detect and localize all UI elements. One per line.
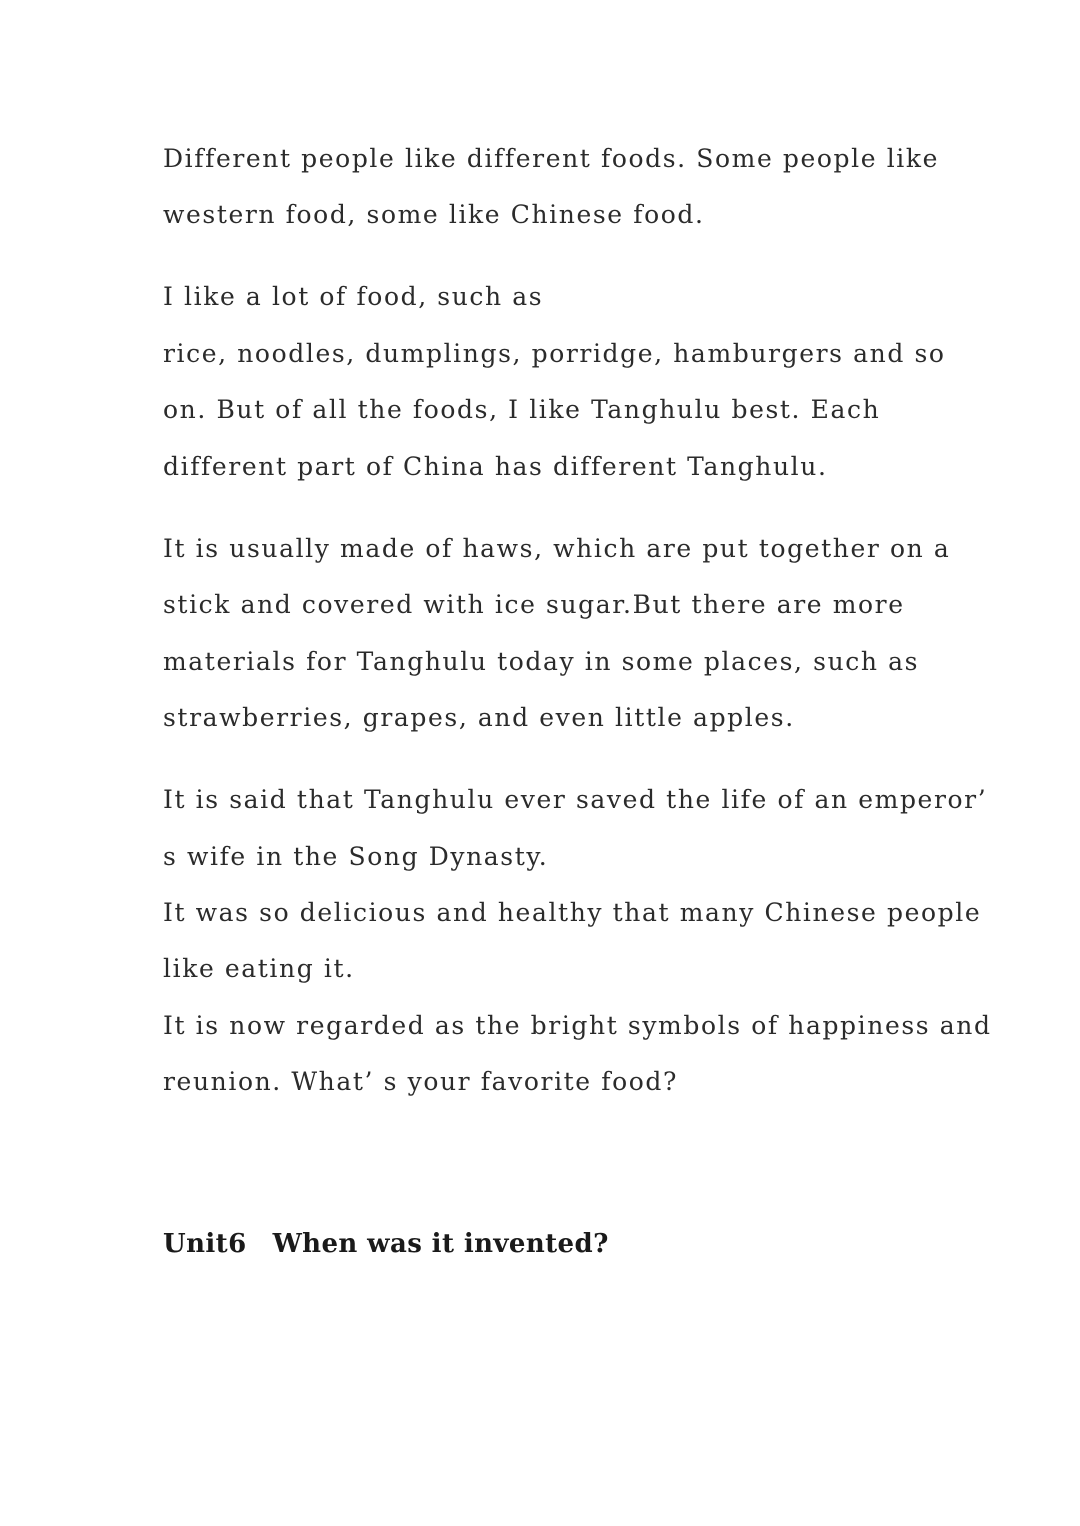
text-line: It is said that Tanghulu ever saved the life of an emperor’ xyxy=(163,785,988,814)
unit-title: When was it invented? xyxy=(272,1229,609,1259)
text-line: on. But of all the foods, I like Tanghulu best. Each xyxy=(163,395,881,424)
text-line: rice, noodles, dumplings, porridge, hamburgers and so xyxy=(163,339,946,368)
text-line: It is now regarded as the bright symbols of happiness and xyxy=(163,1011,992,1040)
unit-number: Unit6 xyxy=(163,1229,247,1259)
text-line: It was so delicious and healthy that many Chinese people xyxy=(163,898,982,927)
text-line: Different people like different foods. Some people like xyxy=(163,144,940,173)
text-line: stick and covered with ice sugar.But there are more xyxy=(163,590,905,619)
text-line: s wife in the Song Dynasty. xyxy=(163,842,549,871)
text-line: materials for Tanghulu today in some places, such as xyxy=(163,647,920,676)
text-line: western food, some like Chinese food. xyxy=(163,200,705,229)
text-line: It is usually made of haws, which are put together on a xyxy=(163,534,951,563)
text-line: strawberries, grapes, and even little apples. xyxy=(163,703,795,732)
text-line: like eating it. xyxy=(163,954,355,983)
text-line: reunion. What’ s your favorite food? xyxy=(163,1067,679,1096)
text-line: I like a lot of food, such as xyxy=(163,282,544,311)
text-line: different part of China has different Tanghulu. xyxy=(163,452,828,481)
unit-heading xyxy=(163,1228,609,1260)
